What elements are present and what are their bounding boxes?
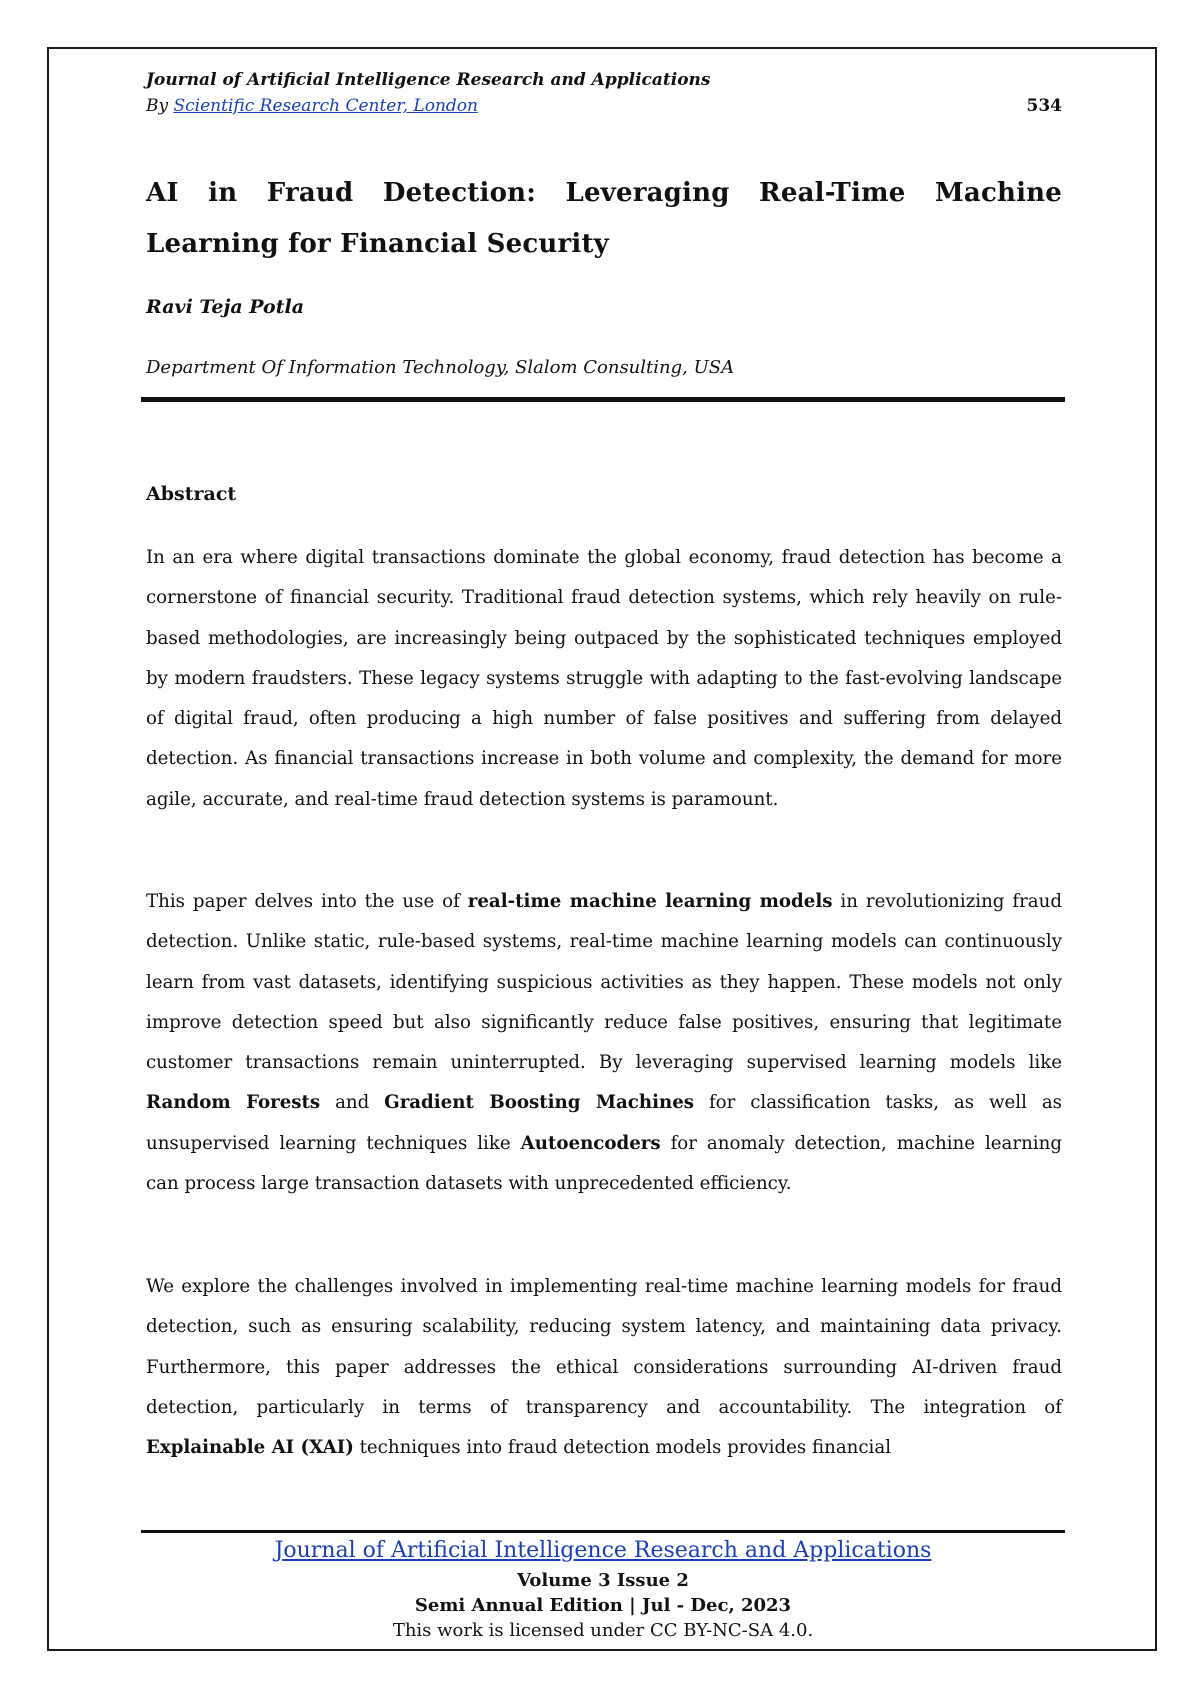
text-run: for classification tasks, as well as unsupervised learning techniques like	[146, 1092, 1062, 1154]
publisher-link[interactable]: Scientific Research Center, London	[173, 96, 478, 116]
bold-term-autoencoders: Autoencoders	[520, 1132, 661, 1154]
article-author: Ravi Teja Potla	[146, 296, 305, 318]
footer-divider	[141, 1530, 1065, 1533]
author-affiliation: Department Of Information Technology, Slalom Consulting, USA	[146, 357, 735, 378]
bold-term-realtime-ml: real-time machine learning models	[467, 891, 833, 912]
page-footer	[141, 1534, 1065, 1643]
footer-volume: Volume 3 Issue 2	[517, 1570, 689, 1591]
header-by-prefix: By	[146, 96, 174, 116]
bold-term-xai: Explainable AI (XAI)	[146, 1437, 354, 1459]
text-run: techniques into fraud detection models provides financial	[353, 1437, 892, 1459]
bold-term-gbm: Gradient Boosting Machines	[384, 1092, 695, 1114]
footer-journal-link[interactable]: Journal of Artificial Intelligence Research and Applications	[274, 1538, 932, 1563]
text-run: and	[320, 1092, 385, 1114]
abstract-paragraph-3	[146, 1267, 1062, 1468]
header-divider	[141, 397, 1065, 402]
abstract-heading: Abstract	[146, 483, 237, 505]
footer-edition: Semi Annual Edition | Jul - Dec, 2023	[414, 1595, 792, 1616]
article-title: AI in Fraud Detection: Leveraging Real-Time Machine Learning for Financial Security	[146, 178, 1062, 259]
abstract-paragraph-2	[146, 882, 1062, 1204]
text-run: This paper delves into the use of	[146, 891, 468, 912]
footer-license: This work is licensed under CC BY-NC-SA 4.0.	[392, 1620, 814, 1641]
page-number: 534	[1026, 96, 1062, 116]
header-publisher-line	[146, 96, 478, 116]
text-run: in revolutionizing fraud detection. Unlike static, rule-based systems, real-time machine learning models can continuously learn from vast datasets, identifying suspicious activities as they happen. These models not only improve detection speed but also significantly reduce false positives, ensuring that legitimate customer transactions remain uninterrupted. By leveraging supervised learning models like	[146, 891, 1063, 1074]
text-run: for anomaly detection, machine learning can process large transaction datasets with unprecedented efficiency.	[146, 1132, 1062, 1195]
bold-term-random-forests: Random Forests	[146, 1092, 321, 1114]
text-run: We explore the challenges involved in implementing real-time machine learning models for fraud detection, such as ensuring scalability, reducing system latency, and maintaining data privacy. Furthermore, this paper addresses the ethical considerations surrounding AI-driven fraud detection, particularly in terms of transparency and accountability. The integration of	[146, 1276, 1062, 1418]
header-journal-name: Journal of Artificial Intelligence Research and Applications	[146, 70, 711, 90]
abstract-paragraph-1: In an era where digital transactions dominate the global economy, fraud detection has become a cornerstone of financial security. Traditional fraud detection systems, which rely heavily on rule-based methodologies, are increasingly being outpaced by the sophisticated techniques employed by modern fraudsters. These legacy systems struggle with adapting to the fast-evolving landscape of digital fraud, often producing a high number of false positives and suffering from delayed detection. As financial transactions increase in both volume and complexity, the demand for more agile, accurate, and real-time fraud detection systems is paramount.	[146, 547, 1062, 810]
